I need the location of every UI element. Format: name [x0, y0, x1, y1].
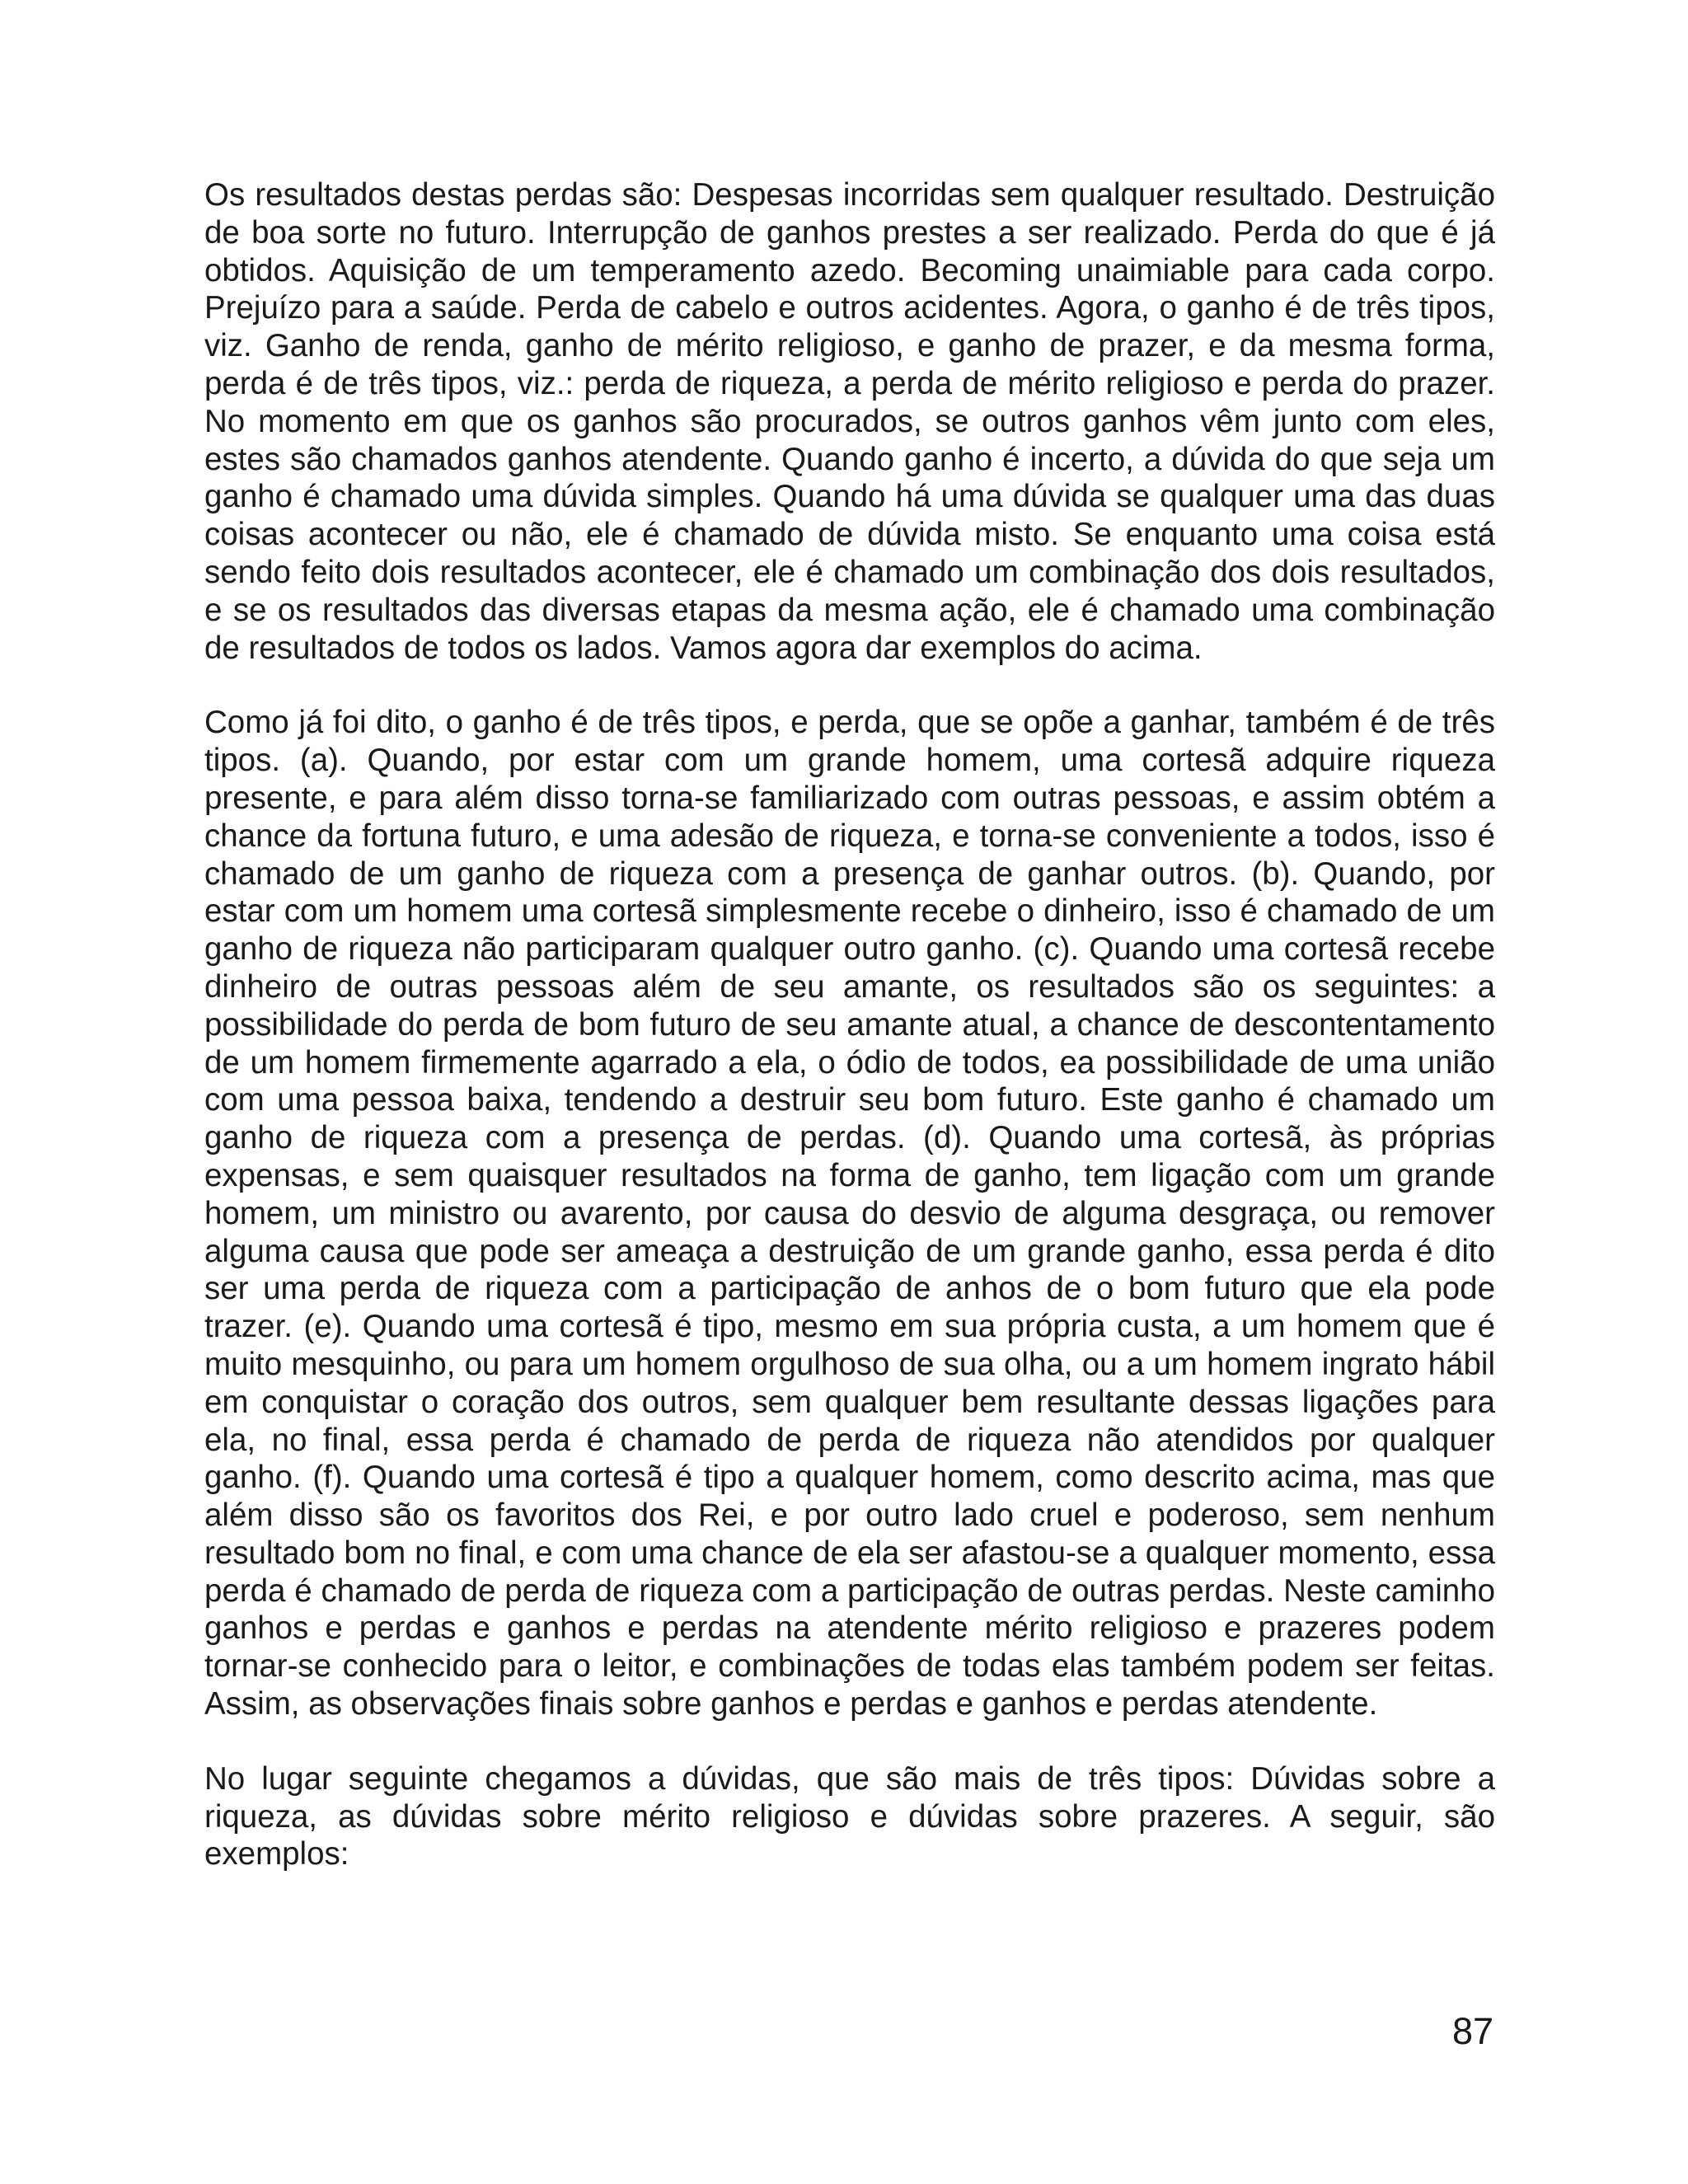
- paragraph-gain-and-loss-types: Como já foi dito, o ganho é de três tipos, e perda, que se opõe a ganhar, também é de três tipos. (a). Quando, por estar com um grande homem, uma cortesã adquire riqueza presente, e para além disso torna-se familiarizado com outras pessoas, e assim obtém a chance da fortuna futuro, e uma adesão de riqueza, e torna-se conveniente a todos, isso é chamado de um ganho de riqueza com a presença de ganhar outros. (b). Quando, por estar com um homem uma cortesã simplesmente recebe o dinheiro, isso é chamado de um ganho de riqueza não participaram qualquer outro ganho. (c). Quando uma cortesã recebe dinheiro de outras pessoas além de seu amante, os resultados são os seguintes: a possibilidade do perda de bom futuro de seu amante atual, a chance de descontentamento de um homem firmemente agarrado a ela, o ódio de todos, ea possibilidade de uma união com uma pessoa baixa, tendendo a destruir seu bom futuro. Este ganho é chamado um ganho de riqueza com a presença de perdas. (d). Quando uma cortesã, às próprias expensas, e sem quaisquer resultados na forma de ganho, tem ligação com um grande homem, um ministro ou avarento, por causa do desvio de alguma desgraça, ou remover alguma causa que pode ser ameaça a destruição de um grande ganho, essa perda é dito ser uma perda de riqueza com a participação de anhos de o bom futuro que ela pode trazer. (e). Quando uma cortesã é tipo, mesmo em sua própria custa, a um homem que é muito mesquinho, ou para um homem orgulhoso de sua olha, ou a um homem ingrato hábil em conquistar o coração dos outros, sem qualquer bem resultante dessas ligações para ela, no final, essa perda é chamado de perda de riqueza não atendidos por qualquer ganho. (f). Quando uma cortesã é tipo a qualquer homem, como descrito acima, mas que além disso são os favoritos dos Rei, e por outro lado cruel e poderoso, sem nenhum resultado bom no final, e com uma chance de ela ser afastou-se a qualquer momento, essa perda é chamado de perda de riqueza com a participação de outras perdas. Neste caminho ganhos e perdas e ganhos e perdas na atendente mérito religioso e prazeres podem tornar-se conhecido para o leitor, e combinações de todas elas também podem ser feitas. Assim, as observações finais sobre ganhos e perdas e ganhos e perdas atendente.: [204, 705, 1495, 1722]
- page-number: 87: [1451, 2010, 1493, 2052]
- paragraph-results-of-losses: Os resultados destas perdas são: Despesas incorridas sem qualquer resultado. Destruição de boa sorte no futuro. Interrupção de ganhos prestes a ser realizado. Perda do que é já obtidos. Aquisição de um temperamento azedo. Becoming unaimiable para cada corpo. Prejuízo para a saúde. Perda de cabelo e outros acidentes. Agora, o ganho é de três tipos, viz. Ganho de renda, ganho de mérito religioso, e ganho de prazer, e da mesma forma, perda é de três tipos, viz.: perda de riqueza, a perda de mérito religioso e perda do prazer. No momento em que os ganhos são procurados, se outros ganhos vêm junto com eles, estes são chamados ganhos atendente. Quando ganho é incerto, a dúvida do que seja um ganho é chamado uma dúvida simples. Quando há uma dúvida se qualquer uma das duas coisas acontecer ou não, ele é chamado de dúvida misto. Se enquanto uma coisa está sendo feito dois resultados acontecer, ele é chamado um combinação dos dois resultados, e se os resultados das diversas etapas da mesma ação, ele é chamado uma combinação de resultados de todos os lados. Vamos agora dar exemplos do acima.: [204, 177, 1495, 666]
- page-body: [204, 176, 1495, 1873]
- paragraph-doubts: No lugar seguinte chegamos a dúvidas, que são mais de três tipos: Dúvidas sobre a riqueza, as dúvidas sobre mérito religioso e dúvidas sobre prazeres. A seguir, são exemplos:: [204, 1760, 1495, 1872]
